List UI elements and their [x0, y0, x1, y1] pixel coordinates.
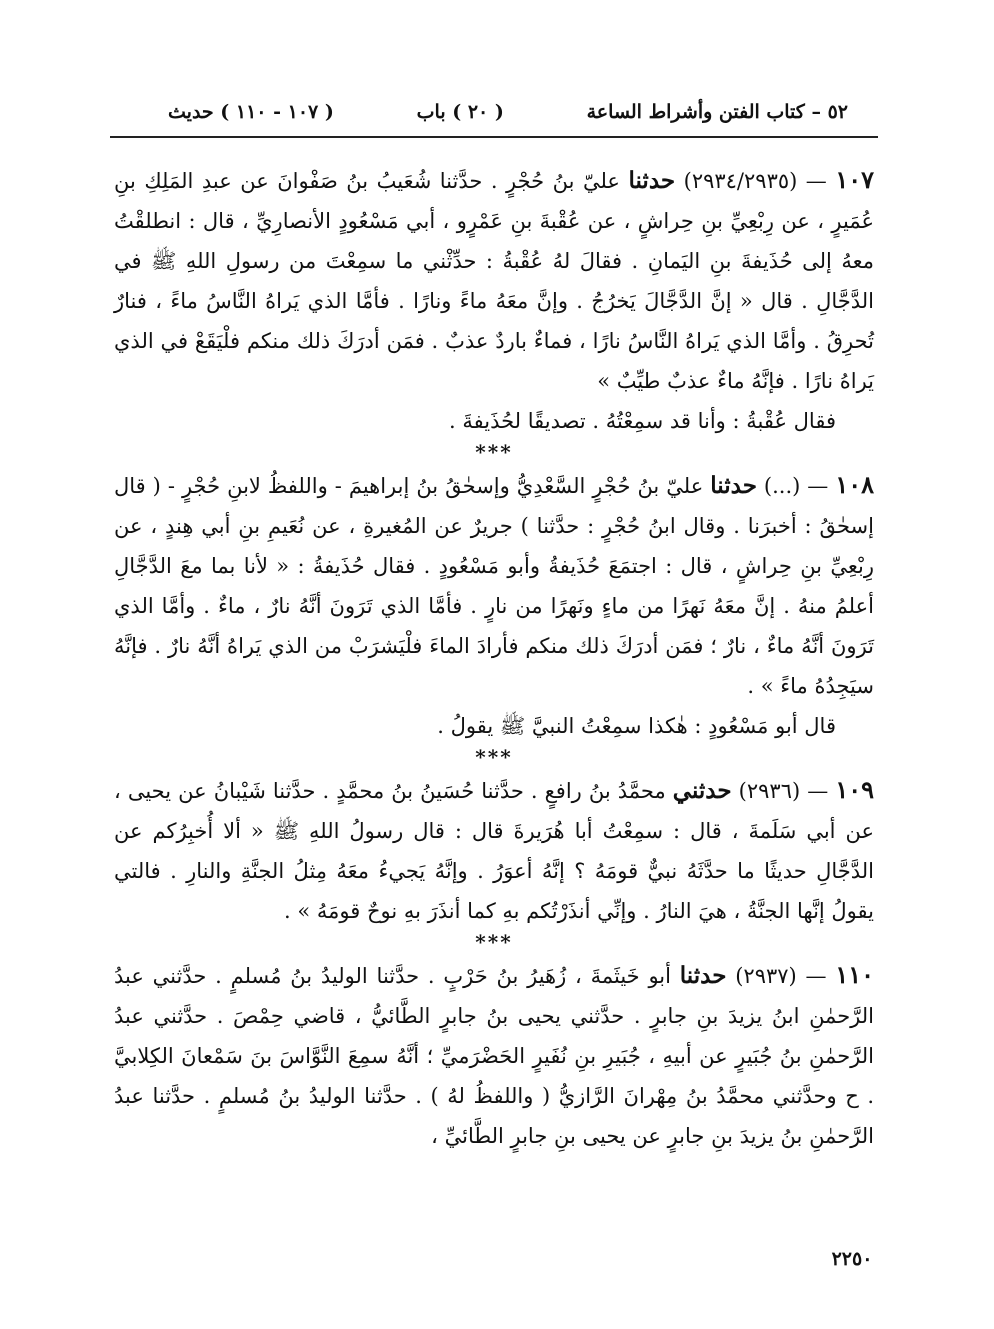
section-separator: *** [475, 930, 513, 954]
hadith-text: عليّ بنُ حُجْرٍ السَّعْدِيُّ وإسحٰقُ بنُ إبراهيمَ - واللفظُ لابنِ حُجْرٍ - ( قال إسحٰقُ : أخبرَنا . وقال ابنُ حُجْرٍ : حدَّثنا ) جريرٌ عن المُغيرةِ ، عن نُعَيمِ بنِ أبي هِندٍ ، عن رِبْعِيِّ بنِ حِراشٍ ، قال : اجتمَعَ حُذَيفةُ وأبو مَسْعُودٍ . فقال حُذَيفةُ : « لأنا بما معَ الدَّجَّالِ أعلمُ منهُ . إنَّ معَهُ نَهرًا من ماءٍ ونَهرًا من نارٍ . فأمَّا الذي تَرَونَ أنَّهُ نارٌ ، ماءٌ . وأمَّا الذي تَرَونَ أنَّهُ ماءٌ ، نارٌ ؛ فمَن أدرَكَ ذلك منكم فأرادَ الماءَ فلْيَشرَبْ من الذي يَراهُ أنَّهُ نارٌ . فإنَّهُ سيَجِدُهُ ماءً » . [114, 474, 874, 698]
hadith-110 [114, 955, 874, 1156]
hadith-108 [114, 465, 874, 706]
page-number: ٢٢٥٠ [831, 1248, 873, 1270]
hadith-text: أبو خَيثَمةَ ، زُهَيرُ بنُ حَرْبٍ . حدَّثنا الوليدُ بنُ مُسلمٍ . حدَّثني عبدُ الرَّحمٰنِ ابنُ يزيدَ بنِ جابرٍ . حدَّثني يحيى بنُ جابرٍ الطَّائيُّ ، قاضي حِمْصَ . حدَّثني عبدُ الرَّحمٰنِ بنُ جُبَيرٍ عن أبيهِ ، جُبَيرِ بنِ نُفَيرٍ الحَضْرَميِّ ؛ أنَّهُ سمِعَ النَّوَّاسَ بنَ سَمْعانَ الكِلابيَّ . ح وحدَّثني محمَّدُ بنُ مِهْرانَ الرَّازيُّ ( واللفظُ لهُ ) . حدَّثنا الوليدُ بنُ مُسلمٍ . حدَّثنا عبدُ الرَّحمٰنِ بنُ يزيدَ بنِ جابرٍ عن يحيى بنِ جابرٍ الطَّائيِّ ، [114, 964, 874, 1148]
hadith-107-follow: فقال عُقْبةُ : وأنا قد سمِعْتُهُ . تصديقًا لحُذَيفةَ . [449, 409, 836, 433]
hadith-number: ١٠٧ [835, 165, 874, 194]
hadith-reference: — (٢٩٣٧) [735, 964, 827, 988]
header-rule [110, 136, 878, 138]
header-book-title: ٥٢ – كتاب الفتن وأشراط الساعة [586, 101, 848, 123]
hadith-number: ١٠٨ [835, 470, 874, 499]
hadith-text: عليّ بنُ حُجْرٍ . حدَّثنا شُعَيبُ بنُ صَفْوانَ عن عبدِ المَلِكِ بنِ عُمَيرٍ ، عن رِبْعِيِّ بنِ حِراشٍ ، عن عُقْبةَ بنِ عَمْرٍو ، أبي مَسْعُودٍ الأنصارِيِّ ، قال : انطلقْتُ معهُ إلى حُذَيفةَ بنِ اليَمانِ . فقالَ لهُ عُقْبةُ : حدِّثْني ما سمِعْتَ من رسولِ اللهِ ﷺ في الدَّجَّالِ . قال « إنَّ الدَّجَّالَ يَخرُجُ . وإنَّ معَهُ ماءً ونارًا . فأمَّا الذي يَراهُ النَّاسُ ماءً ، فنارٌ تُحرِقُ . وأمَّا الذي يَراهُ النَّاسُ نارًا ، فماءٌ باردٌ عذبٌ . فمَن أدرَكَ ذلك منكم فلْيَقَعْ في الذي يَراهُ نارًا . فإنَّهُ ماءٌ عذبٌ طيِّبٌ » [114, 169, 875, 393]
narration-keyword: حدثني [672, 777, 732, 804]
section-separator: *** [475, 745, 513, 769]
hadith-reference: — (٢٩٣٤/٢٩٣٥) [683, 169, 827, 193]
main-text [114, 160, 874, 1156]
hadith-reference: — (...) [763, 474, 829, 498]
hadith-107 [114, 160, 874, 401]
narration-keyword: حدثنا [628, 167, 676, 194]
header-chapter: ( ٢٠ ) باب [416, 101, 504, 123]
narration-keyword: حدثنا [679, 962, 727, 989]
header-hadith-range: ( ١٠٧ - ١١٠ ) حديث [168, 101, 334, 123]
narration-keyword: حدثنا [710, 472, 757, 499]
hadith-number: ١١٠ [835, 960, 874, 989]
hadith-108-follow: قال أبو مَسْعُودٍ : هٰكذا سمِعْتُ النبيَّ ﷺ يقولُ . [437, 714, 836, 738]
running-header [168, 92, 848, 132]
hadith-reference: — (٢٩٣٦) [738, 779, 829, 803]
section-separator: *** [475, 440, 513, 464]
hadith-number: ١٠٩ [835, 775, 874, 804]
hadith-text: محمَّدُ بنُ رافعٍ . حدَّثنا حُسَينُ بنُ محمَّدٍ . حدَّثنا شَيْبانُ عن يحيى ، عن أبي سَلَمةَ ، قال : سمِعْتُ أبا هُرَيرةَ قال : قال رسولُ اللهِ ﷺ « ألا أُخبِرُكم عن الدَّجَّالِ حديثًا ما حدَّثَهُ نبيٌّ قومَهُ ؟ إنَّهُ أعوَرُ . وإنَّهُ يَجيءُ معَهُ مِثلُ الجنَّةِ والنارِ . فالتي يقولُ إنَّها الجنَّةُ ، هيَ النارُ . وإنِّي أنذَرْتُكم بهِ كما أنذَرَ بهِ نوحٌ قومَهُ » . [114, 779, 874, 923]
hadith-109 [114, 770, 874, 931]
